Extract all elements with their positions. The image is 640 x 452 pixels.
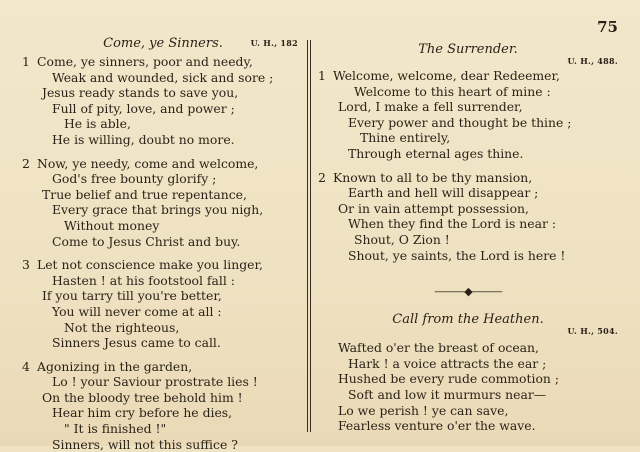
stanza-number: 2 bbox=[318, 169, 326, 185]
verse-line bbox=[22, 70, 304, 86]
verse-text: On the bloody tree behold him ! bbox=[42, 389, 243, 405]
stanza bbox=[318, 340, 618, 434]
verse-line bbox=[318, 387, 618, 403]
verse-text: Through eternal ages thine. bbox=[348, 145, 524, 161]
verse-text: When they find the Lord is near : bbox=[348, 216, 557, 232]
hymn-title: The Surrender. bbox=[418, 42, 518, 57]
verse-line bbox=[22, 85, 304, 101]
verse-line bbox=[22, 320, 304, 336]
hymn bbox=[318, 312, 618, 434]
verse-line bbox=[22, 405, 304, 421]
verse-text: Jesus ready stands to save you, bbox=[42, 85, 239, 101]
stanza bbox=[318, 170, 618, 264]
stanza-number: 4 bbox=[22, 358, 30, 374]
verse-line bbox=[22, 288, 304, 304]
hymn bbox=[22, 36, 304, 452]
verse-text: Earth and hell will disappear ; bbox=[348, 185, 539, 201]
verse-line bbox=[318, 130, 618, 146]
stanza-number: 1 bbox=[318, 68, 326, 83]
verse-line bbox=[22, 202, 304, 218]
hymn-reference: U. H., 504. bbox=[567, 326, 618, 337]
verse-line bbox=[22, 390, 304, 406]
verse-text: Agonizing in the garden, bbox=[37, 358, 193, 374]
verse-text: Without money bbox=[64, 217, 160, 233]
verse-text: Welcome, welcome, dear Redeemer, bbox=[333, 68, 560, 83]
stanza-list bbox=[318, 340, 618, 434]
page-number: 75 bbox=[597, 18, 618, 36]
verse-text: Hear him cry before he dies, bbox=[52, 405, 233, 421]
verse-text: Or in vain attempt possession, bbox=[338, 200, 529, 216]
verse-line bbox=[22, 54, 304, 70]
stanza bbox=[22, 257, 304, 351]
verse-text: He is able, bbox=[64, 116, 131, 132]
verse-line bbox=[22, 132, 304, 148]
hymn-title: Come, ye Sinners. bbox=[103, 36, 223, 51]
verse-text: Soft and low it murmurs near— bbox=[348, 386, 547, 402]
hymn bbox=[318, 42, 618, 263]
verse-text: Let not conscience make you linger, bbox=[37, 257, 263, 273]
verse-text: Shout, O Zion ! bbox=[354, 231, 450, 247]
verse-text: He is willing, doubt no more. bbox=[52, 131, 235, 147]
verse-text: Lo we perish ! ye can save, bbox=[338, 402, 509, 418]
ornament-divider: ———◆——— bbox=[434, 285, 502, 299]
verse-line bbox=[318, 68, 618, 84]
verse-text: Sinners Jesus came to call. bbox=[52, 335, 221, 351]
verse-text: Lo ! your Saviour prostrate lies ! bbox=[52, 374, 258, 390]
verse-text: Hasten ! at his footstool fall : bbox=[52, 272, 235, 288]
verse-text: Hushed be every rude commotion ; bbox=[338, 371, 560, 387]
verse-text: Now, ye needy, come and welcome, bbox=[37, 155, 259, 171]
verse-text: Weak and wounded, sick and sore ; bbox=[52, 69, 274, 85]
stanza bbox=[318, 68, 618, 162]
verse-line bbox=[22, 359, 304, 375]
verse-line bbox=[318, 418, 618, 434]
hymn-header bbox=[22, 36, 304, 54]
verse-text: God's free bounty glorify ; bbox=[52, 171, 217, 187]
hymn-header bbox=[318, 42, 618, 66]
stanza-number: 3 bbox=[22, 257, 30, 273]
hymn-reference: U. H., 182 bbox=[250, 38, 298, 48]
right-column bbox=[318, 42, 618, 434]
verse-line bbox=[22, 234, 304, 250]
hymn-reference: U. H., 488. bbox=[567, 56, 618, 66]
verse-line bbox=[22, 101, 304, 117]
verse-line bbox=[22, 374, 304, 390]
verse-text: Not the righteous, bbox=[64, 319, 180, 335]
verse-line bbox=[22, 304, 304, 320]
verse-text: You will never come at all : bbox=[52, 303, 222, 319]
verse-line bbox=[22, 156, 304, 172]
verse-text: Full of pity, love, and power ; bbox=[52, 100, 235, 116]
verse-line bbox=[318, 248, 618, 264]
stanza bbox=[22, 156, 304, 250]
verse-text: Hark ! a voice attracts the ear ; bbox=[348, 355, 547, 371]
verse-line bbox=[22, 421, 304, 437]
verse-line bbox=[22, 257, 304, 273]
stanza-number: 1 bbox=[22, 54, 30, 69]
verse-line bbox=[318, 84, 618, 100]
stanza bbox=[22, 359, 304, 452]
verse-line bbox=[318, 115, 618, 131]
verse-line bbox=[22, 187, 304, 203]
verse-line bbox=[318, 371, 618, 387]
verse-line bbox=[318, 232, 618, 248]
verse-line bbox=[318, 201, 618, 217]
verse-text: Every grace that brings you nigh, bbox=[52, 202, 264, 218]
verse-text: Known to all to be thy mansion, bbox=[333, 169, 533, 185]
verse-line bbox=[22, 116, 304, 132]
hymn-header bbox=[318, 312, 618, 337]
verse-line bbox=[22, 218, 304, 234]
verse-text: Shout, ye saints, the Lord is here ! bbox=[348, 247, 566, 263]
verse-line bbox=[318, 185, 618, 201]
verse-line bbox=[318, 356, 618, 372]
stanza-number: 2 bbox=[22, 155, 30, 171]
verse-text: Welcome to this heart of mine : bbox=[354, 83, 551, 99]
verse-text: Come, ye sinners, poor and needy, bbox=[37, 54, 253, 69]
verse-text: Sinners, will not this suffice ? bbox=[52, 436, 238, 452]
hymn-title: Call from the Heathen. bbox=[392, 312, 544, 328]
verse-text: If you tarry till you're better, bbox=[42, 288, 222, 304]
verse-text: Lord, I make a fell surrender, bbox=[338, 99, 523, 115]
verse-text: Thine entirely, bbox=[360, 130, 451, 146]
verse-text: Wafted o'er the breast of ocean, bbox=[338, 340, 539, 356]
stanza bbox=[22, 54, 304, 148]
verse-text: Come to Jesus Christ and buy. bbox=[52, 233, 241, 249]
verse-line bbox=[22, 335, 304, 351]
column-divider bbox=[307, 40, 311, 432]
verse-text: Every power and thought be thine ; bbox=[348, 114, 572, 130]
verse-text: True belief and true repentance, bbox=[42, 186, 247, 202]
verse-line bbox=[318, 216, 618, 232]
verse-line bbox=[22, 437, 304, 452]
verse-text: " It is finished !" bbox=[64, 421, 167, 437]
verse-line bbox=[318, 340, 618, 356]
verse-line bbox=[318, 146, 618, 162]
left-column bbox=[22, 36, 304, 452]
verse-text: Fearless venture o'er the wave. bbox=[338, 418, 536, 434]
verse-line bbox=[22, 171, 304, 187]
verse-line bbox=[318, 170, 618, 186]
stanza-list bbox=[22, 54, 304, 452]
verse-line bbox=[22, 273, 304, 289]
verse-line bbox=[318, 403, 618, 419]
stanza-list bbox=[318, 68, 618, 263]
verse-line bbox=[318, 99, 618, 115]
